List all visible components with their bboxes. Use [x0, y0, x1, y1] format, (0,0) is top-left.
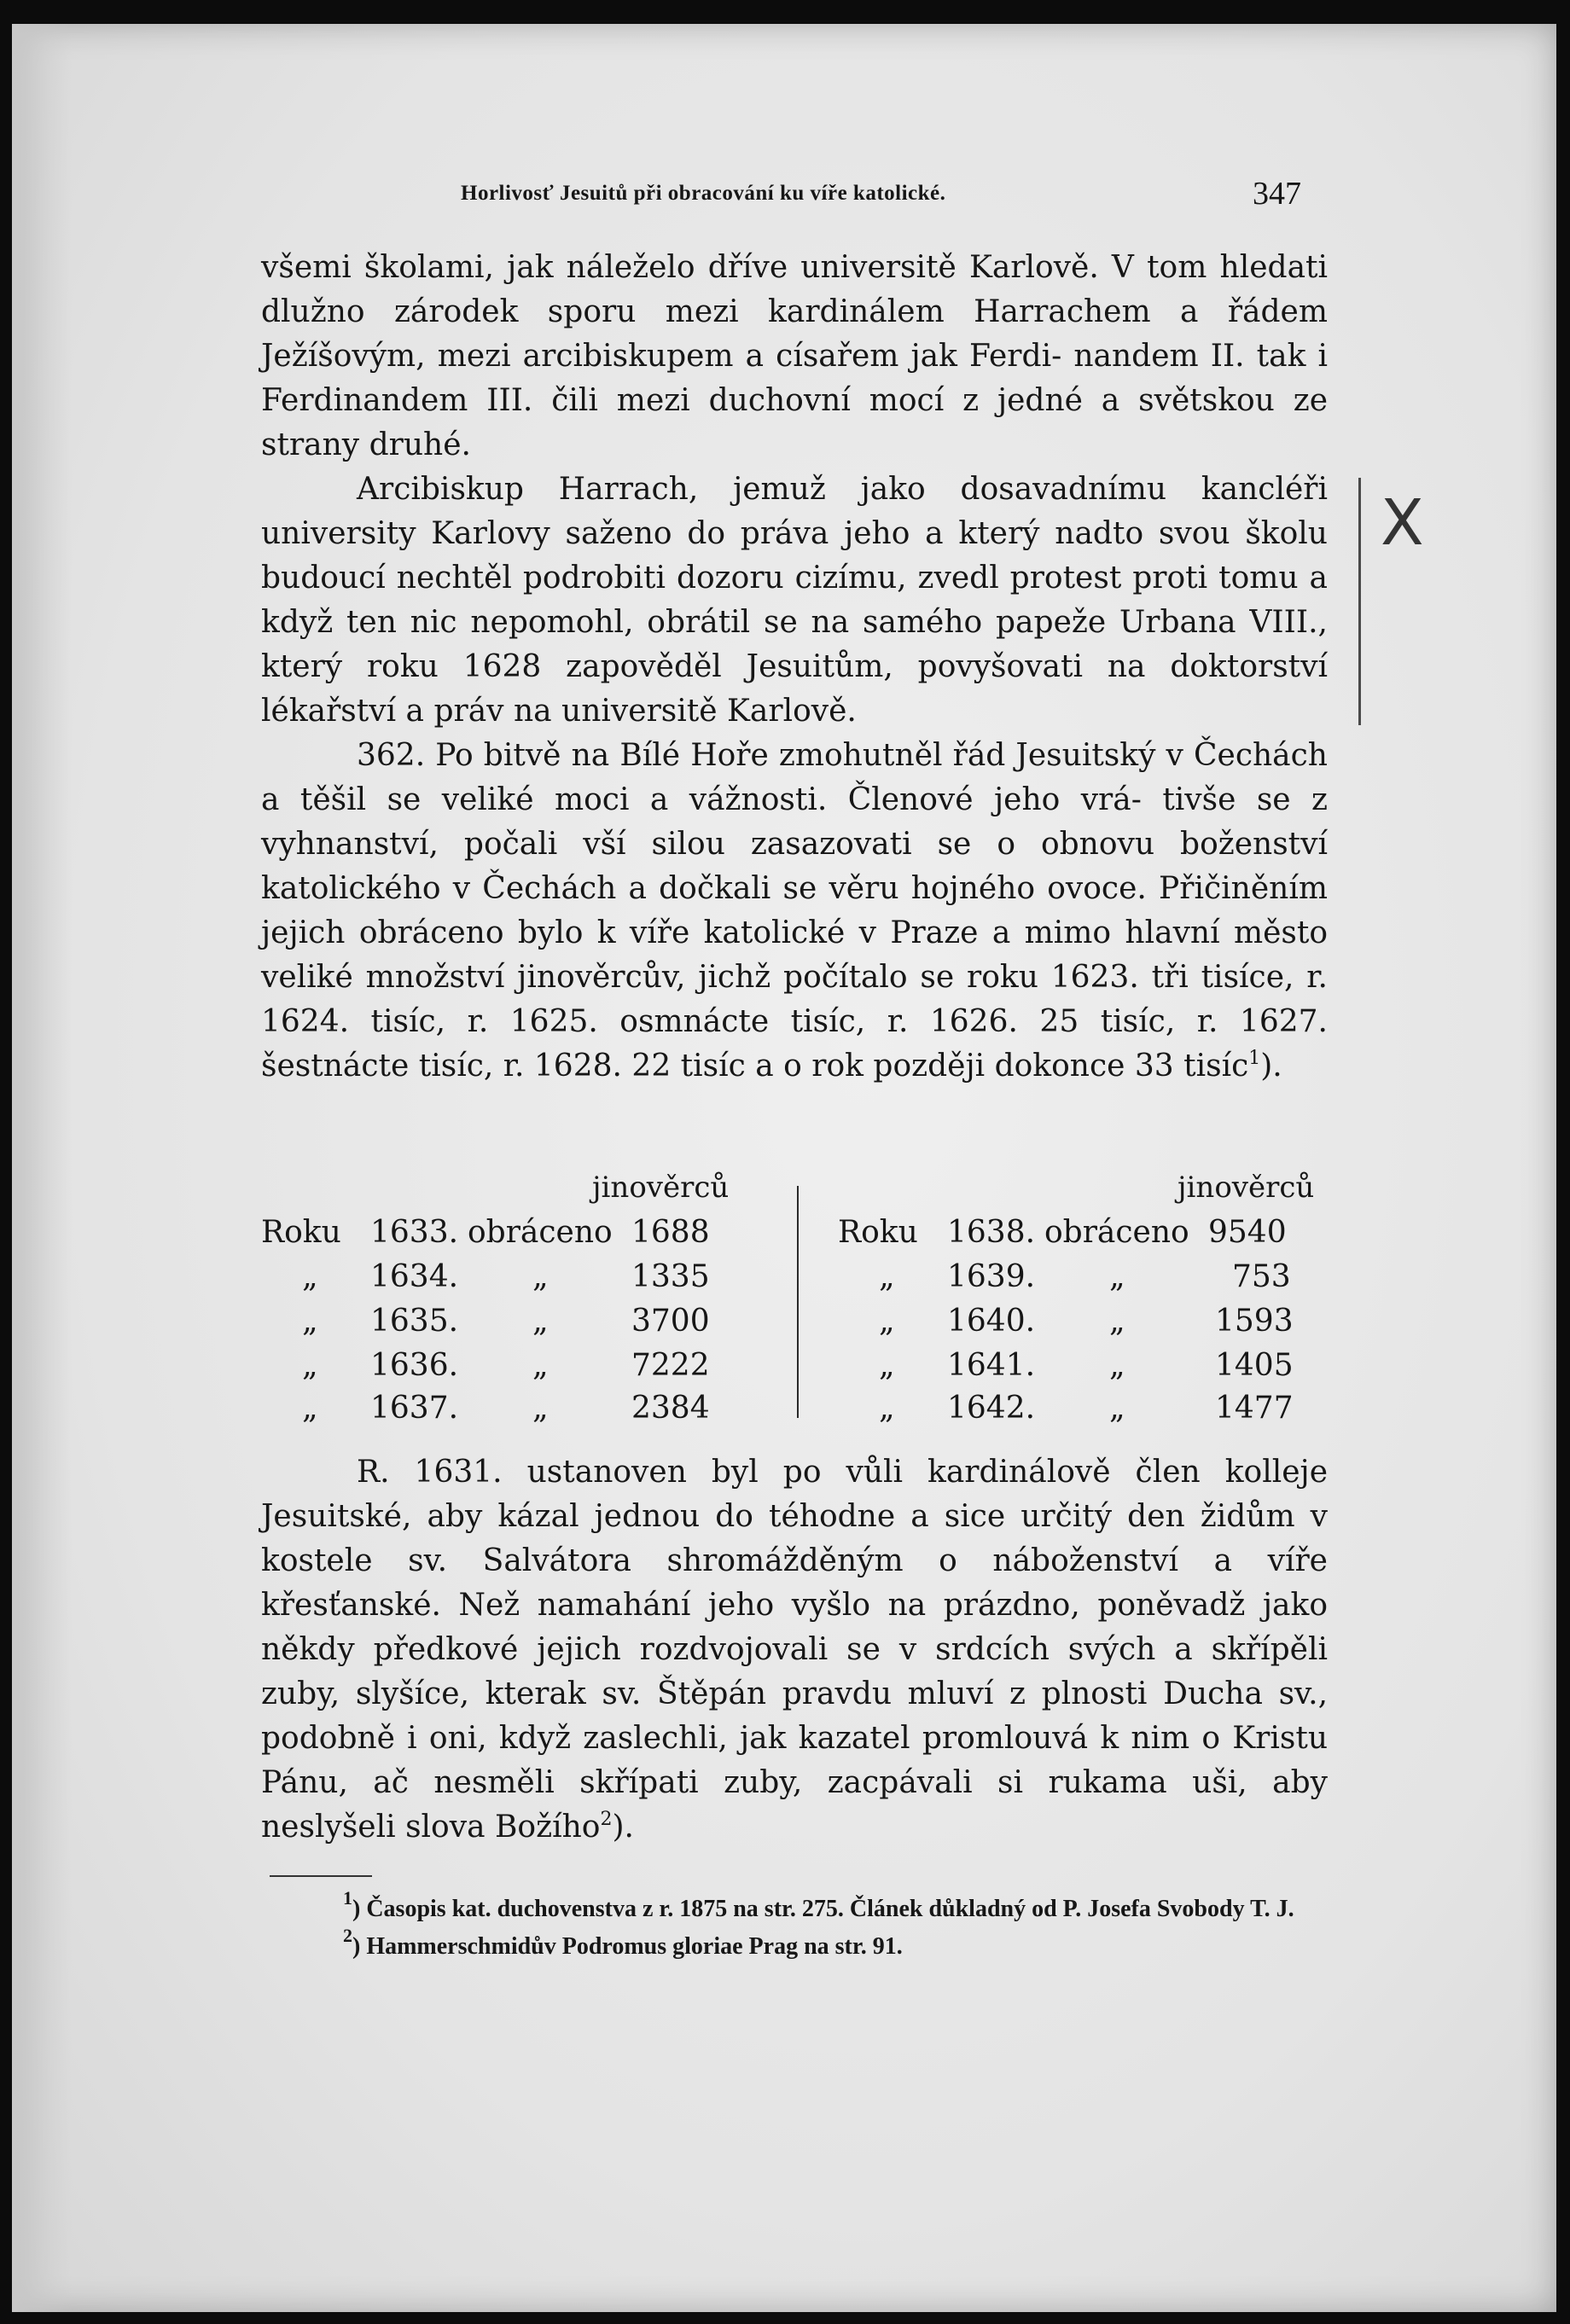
row-count: 2384: [631, 1391, 710, 1426]
text-line: rukama uši, aby neslyšeli slova Božího: [261, 1765, 1329, 1845]
row-year: 1640.: [947, 1304, 1036, 1339]
row-count: 1688: [631, 1215, 710, 1250]
paragraph-1631: [261, 1450, 1328, 1850]
page-number: 347: [1253, 176, 1301, 212]
text-line: nandem II. tak i Ferdinandem III. čili mezi duchovní mocí: [261, 339, 1329, 418]
table-row: [261, 1391, 773, 1435]
row-prefix: „: [302, 1348, 318, 1383]
table-row: [261, 1348, 773, 1392]
paragraph-harrach: [261, 468, 1328, 734]
footnote-2: [261, 1925, 1328, 1966]
page-header: [0, 175, 1570, 214]
text-line: hledati dlužno zárodek sporu mezi kardinálem Harrachem a: [261, 250, 1329, 329]
row-year: 1634.: [370, 1259, 459, 1294]
row-count: 7222: [631, 1348, 710, 1383]
text-line: všemi školami, jak náleželo dříve universitě Karlově. V tom: [261, 250, 1207, 285]
row-prefix: „: [879, 1391, 895, 1426]
table-row: [838, 1391, 1350, 1435]
footnote-ref-2: 2: [600, 1809, 613, 1830]
text-line: v Čechách a těšil se veliké moci a vážnosti. Členové jeho vrá-: [261, 738, 1328, 817]
row-verb: „: [532, 1391, 549, 1426]
text-line: řádem Ježíšovým, mezi arcibiskupem a císařem jak Ferdi-: [261, 294, 1328, 374]
text-line: v kostele sv. Salvátora shromážděným o náboženství a víře: [261, 1499, 1329, 1578]
text-line: R. 1631. ustanoven byl po vůli kardinálově člen kolleje: [357, 1455, 1328, 1490]
margin-annotation: X: [1381, 486, 1424, 560]
footnote-marker: 1: [343, 1887, 352, 1909]
footnote-text: ) Hammerschmidův Podromus gloriae Prag na str. 91.: [352, 1933, 903, 1960]
footnote-separator: [270, 1875, 372, 1877]
text-line: o rok později dokonce 33 tisíc: [783, 1049, 1249, 1084]
footnote-ref-close: ).: [1260, 1049, 1282, 1084]
text-line: Po bitvě na Bílé Hoře zmohutněl řád Jesuitský: [435, 738, 1156, 773]
text-line: tivše se z vyhnanství, počali vší silou zasazovati se o obnovu: [261, 782, 1328, 862]
row-prefix: „: [879, 1348, 895, 1383]
row-count: 1335: [631, 1259, 710, 1294]
text-line: jako někdy předkové jejich rozdvojovali se v srdcích svých a: [261, 1588, 1328, 1667]
row-verb: obráceno: [1044, 1215, 1189, 1250]
row-prefix: „: [302, 1304, 318, 1339]
row-prefix: „: [302, 1259, 318, 1294]
main-text: [261, 246, 1328, 1089]
footnote-marker: 2: [343, 1925, 352, 1946]
row-verb: „: [532, 1348, 549, 1383]
row-count: 3700: [631, 1304, 710, 1339]
table-row: [261, 1304, 773, 1348]
row-year: 1637.: [370, 1391, 459, 1426]
row-year: 1639.: [947, 1259, 1036, 1294]
row-year: 1633.: [370, 1215, 459, 1250]
row-year: 1638.: [947, 1215, 1036, 1250]
footnote-text: ) Časopis kat. duchovenstva z r. 1875 na str. 275. Článek důkladný: [352, 1896, 1026, 1922]
row-count: 9540: [1208, 1215, 1287, 1250]
row-verb: „: [532, 1259, 549, 1294]
row-prefix: Roku: [838, 1215, 918, 1250]
text-line: školu budoucí nechtěl podrobiti dozoru cizímu, zvedl protest: [261, 516, 1328, 596]
text-line: k nim o Kristu Pánu, ač nesměli skřípati zuby, zacpávali si: [261, 1721, 1329, 1800]
text-line: Ducha sv., podobně i oni, když zaslechli, jak kazatel promlouvá: [261, 1676, 1329, 1756]
main-text-continued: [261, 1450, 1328, 1850]
column-header: jinověrců: [592, 1171, 730, 1205]
table-row: [838, 1348, 1350, 1392]
row-verb: „: [1109, 1391, 1125, 1426]
text-line: proti tomu a když ten nic nepomohl, obrátil se na samého: [261, 561, 1328, 640]
table-divider: [797, 1186, 799, 1418]
text-line: university Karlovy saženo do práva jeho a který nadto svou: [261, 516, 1230, 551]
text-line: a mimo hlavní město veliké množství jinověrcův, jichž počítalo: [261, 915, 1329, 995]
row-year: 1641.: [947, 1348, 1036, 1383]
table-row: [838, 1259, 1350, 1304]
row-verb: „: [1109, 1259, 1125, 1294]
text-line: se roku 1623. tři tisíce, r. 1624. tisíc, r. 1625. osmnácte tisíc,: [261, 960, 1328, 1039]
row-year: 1636.: [370, 1348, 459, 1383]
table-row: [261, 1215, 773, 1259]
text-line: ovoce. Přičiněním jejich obráceno bylo k víře katolické v Praze: [261, 871, 1328, 950]
footnote-ref-close: ).: [612, 1810, 634, 1845]
paragraph-section-362: [261, 734, 1328, 1089]
text-line: Arcibiskup Harrach, jemuž jako dosavadnímu kancléři: [357, 472, 1328, 507]
margin-bracket-line: [1358, 478, 1361, 725]
table-row: [838, 1304, 1350, 1348]
row-prefix: Roku: [261, 1215, 341, 1250]
row-verb: „: [532, 1304, 549, 1339]
text-line: r. 1626. 25 tisíc, r. 1627. šestnácte tisíc, r. 1628. 22 tisíc a: [261, 1004, 1328, 1084]
row-count: 1405: [1215, 1348, 1294, 1383]
section-number: 362.: [357, 738, 426, 773]
footnotes: [261, 1887, 1328, 1966]
text-line: křesťanské. Než namahání jeho vyšlo na prázdno, poněvadž: [261, 1588, 1246, 1623]
table-row: [261, 1259, 773, 1304]
footnote-1: [261, 1887, 1328, 1928]
text-line: papeže Urbana VIII., který roku 1628 zapověděl Jesuitům,: [261, 605, 1328, 684]
row-year: 1635.: [370, 1304, 459, 1339]
paragraph-continuation: [261, 246, 1328, 468]
page-spine-shadow: [12, 24, 72, 2312]
text-line: skřípěli zuby, slyšíce, kterak sv. Štěpán pravdu mluví z plnosti: [261, 1632, 1328, 1711]
text-line: boženství katolického v Čechách a dočkali se věru hojného: [261, 827, 1328, 906]
row-count: 1593: [1215, 1304, 1294, 1339]
row-count: 753: [1232, 1259, 1291, 1294]
row-prefix: „: [879, 1259, 895, 1294]
text-line: z jedné a světskou ze strany druhé.: [261, 383, 1328, 462]
table-left: [261, 1171, 773, 1432]
footnote-text: od P. Josefa Svobody T. J.: [1032, 1896, 1294, 1922]
row-prefix: „: [302, 1391, 318, 1426]
conversion-table: [261, 1171, 1328, 1432]
table-row: [838, 1215, 1350, 1259]
running-title: Horlivosť Jesuitů při obracování ku víře katolické.: [461, 182, 946, 205]
table-right: [838, 1171, 1350, 1432]
row-verb: „: [1109, 1304, 1125, 1339]
column-header: jinověrců: [1178, 1171, 1315, 1205]
text-line: povyšovati na doktorství lékařství a práv na universitě: [261, 649, 1328, 729]
text-line: Jesuitské, aby kázal jednou do téhodne a sice určitý den židům: [261, 1499, 1295, 1534]
row-year: 1642.: [947, 1391, 1036, 1426]
text-line: Karlově.: [727, 694, 857, 729]
footnote-ref-1: 1: [1248, 1048, 1261, 1069]
row-count: 1477: [1215, 1391, 1294, 1426]
row-prefix: „: [879, 1304, 895, 1339]
row-verb: „: [1109, 1348, 1125, 1383]
row-verb: obráceno: [468, 1215, 613, 1250]
